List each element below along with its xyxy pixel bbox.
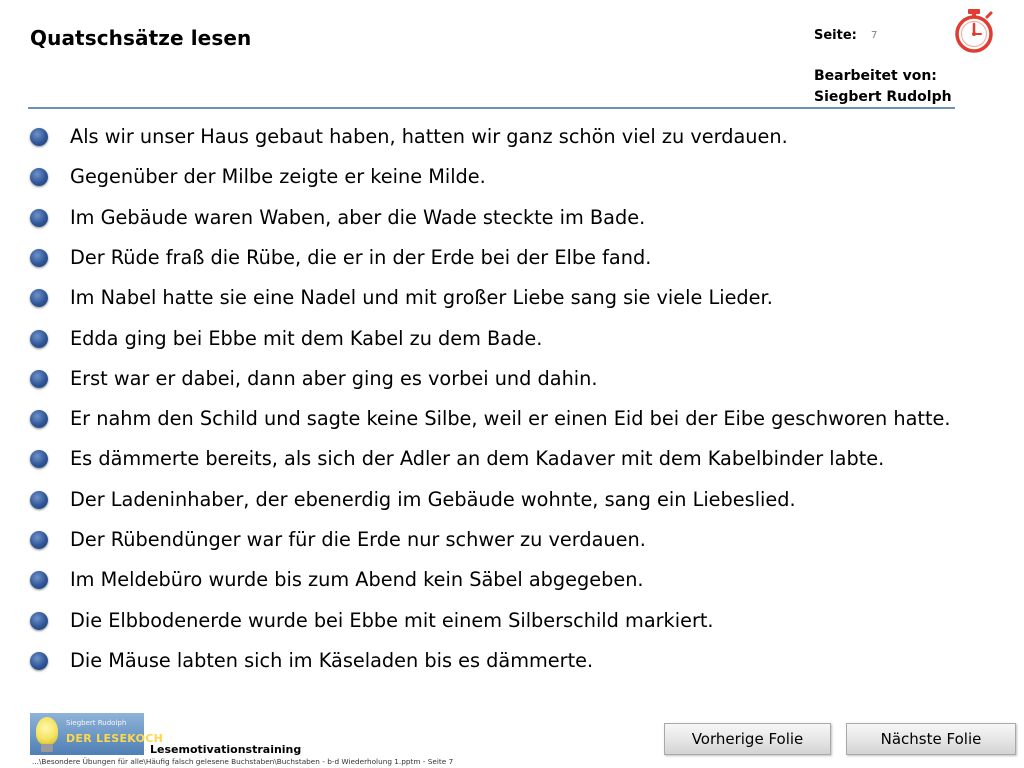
sentence-text: Im Nabel hatte sie eine Nadel und mit großer Liebe sang sie viele Lieder.	[70, 286, 773, 310]
bullet-icon[interactable]	[30, 249, 48, 267]
sentence-text: Im Gebäude waren Waben, aber die Wade steckte im Bade.	[70, 205, 646, 229]
bullet-icon[interactable]	[30, 531, 48, 549]
sentence-text: Erst war er dabei, dann aber ging es vorbei und dahin.	[70, 366, 598, 390]
bullet-icon[interactable]	[30, 410, 48, 428]
editor-info	[814, 66, 952, 108]
bullet-icon[interactable]	[30, 370, 48, 388]
bullet-icon[interactable]	[30, 128, 48, 146]
sentence-text: Edda ging bei Ebbe mit dem Kabel zu dem Bade.	[70, 326, 543, 350]
page-number: 7	[871, 30, 878, 41]
bullet-icon[interactable]	[30, 612, 48, 630]
sentence-text: Der Rüde fraß die Rübe, die er in der Erde bei der Elbe fand.	[70, 245, 652, 269]
sentence-text: Im Meldebüro wurde bis zum Abend kein Säbel abgegeben.	[70, 568, 644, 592]
lightbulb-icon	[36, 717, 58, 745]
footer-title: Lesemotivationstraining	[150, 743, 302, 756]
previous-slide-button[interactable]: Vorherige Folie	[664, 723, 831, 755]
bullet-icon[interactable]	[30, 168, 48, 186]
bullet-icon[interactable]	[30, 330, 48, 348]
sentence-text: Die Mäuse labten sich im Käseladen bis es dämmerte.	[70, 648, 594, 672]
bullet-icon[interactable]	[30, 491, 48, 509]
lightbulb-base	[41, 744, 53, 752]
logo-brand: DER LESEKOCH	[66, 732, 164, 745]
sentence-text: Als wir unser Haus gebaut haben, hatten wir ganz schön viel zu verdauen.	[70, 125, 788, 148]
bullet-icon[interactable]	[30, 450, 48, 468]
footer-file-path: ...\Besondere Übungen für alle\Häufig falsch gelesene Buchstaben\Buchstaben - b-d Wiederholung 1.pptm - Seite 7	[32, 757, 454, 766]
edited-by-label: Bearbeitet von:	[814, 68, 937, 84]
page-label: Seite:	[814, 28, 857, 43]
sentence-text: Der Ladeninhaber, der ebenerdig im Gebäude wohnte, sang ein Liebeslied.	[70, 487, 796, 511]
sentence-text: Die Elbbodenerde wurde bei Ebbe mit einem Silberschild markiert.	[70, 608, 714, 632]
lesekoch-logo	[30, 713, 164, 755]
logo-author: Siegbert Rudolph	[66, 719, 127, 727]
editor-name: Siegbert Rudolph	[814, 89, 952, 105]
bullet-icon[interactable]	[30, 209, 48, 227]
bullet-icon[interactable]	[30, 571, 48, 589]
bullet-icon[interactable]	[30, 289, 48, 307]
bullet-icon[interactable]	[30, 652, 48, 670]
next-slide-button[interactable]: Nächste Folie	[846, 723, 1016, 755]
sentence-text: Gegenüber der Milbe zeigte er keine Milde.	[70, 165, 486, 189]
page-title: Quatschsätze lesen	[30, 26, 252, 50]
sentence-text: Er nahm den Schild und sagte keine Silbe, weil er einen Eid bei der Eibe geschworen hatte.	[70, 407, 951, 431]
sentence-text: Es dämmerte bereits, als sich der Adler an dem Kadaver mit dem Kabelbinder labte.	[70, 447, 885, 471]
stopwatch-icon[interactable]	[950, 7, 998, 55]
sentence-text: Der Rübendünger war für die Erde nur schwer zu verdauen.	[70, 528, 646, 551]
header-divider	[28, 107, 955, 109]
